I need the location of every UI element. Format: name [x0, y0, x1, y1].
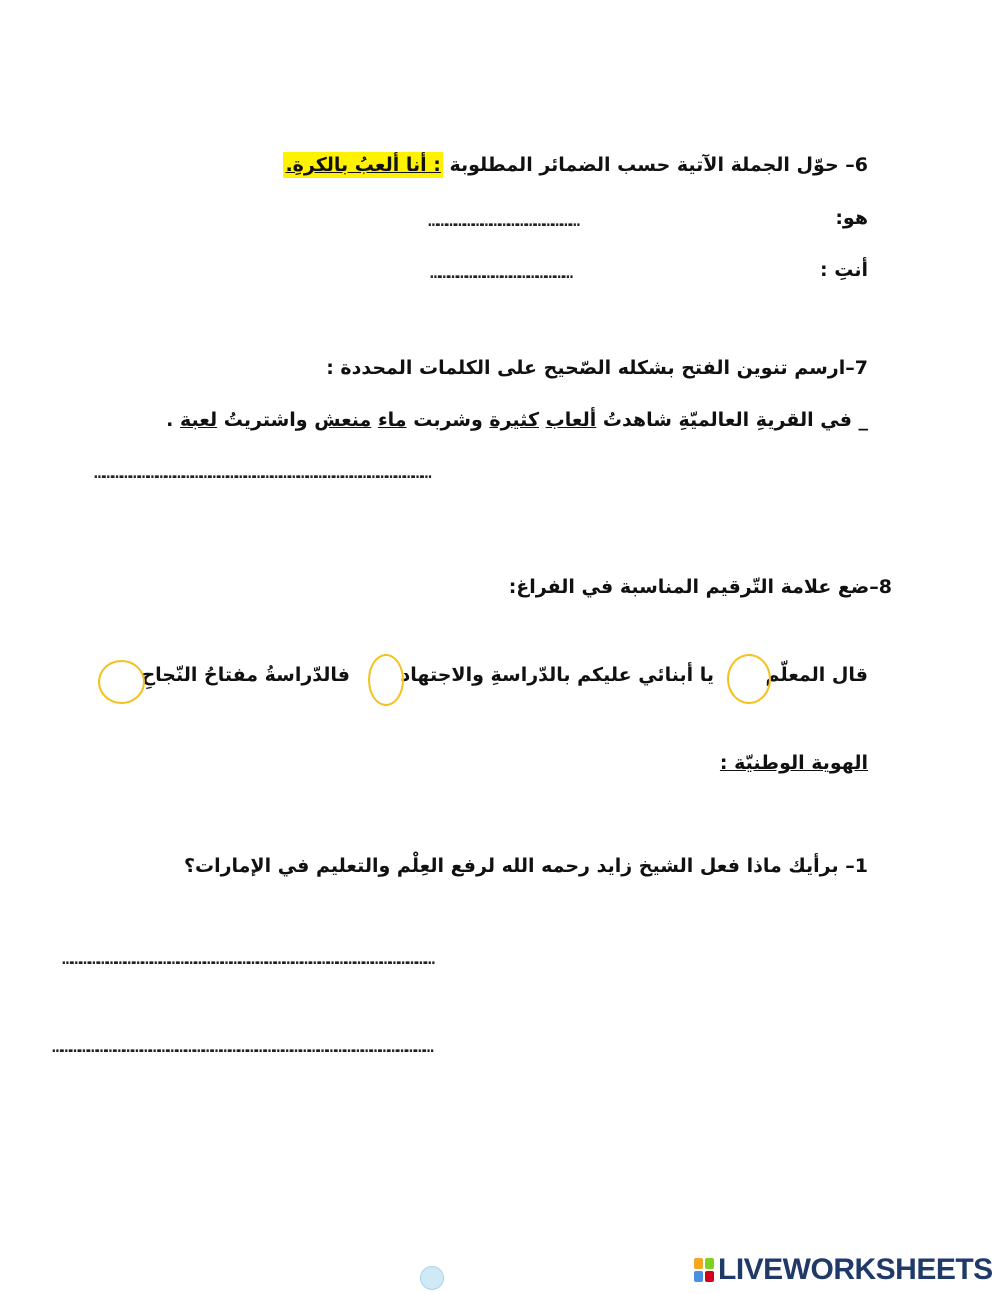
- q6-dash: –: [845, 154, 855, 176]
- section-title: الهوية الوطنيّة :: [719, 752, 868, 774]
- q8-blank-2[interactable]: [368, 654, 404, 706]
- q6-prompt: حوّل الجملة الآتية حسب الضمائر المطلوبة: [449, 154, 839, 176]
- logo-block-4: [705, 1271, 714, 1282]
- q7-dash: –: [845, 357, 855, 379]
- q6-line-anti: [820, 259, 868, 281]
- q6-he-answer-line[interactable]: ……………………………………………: [428, 210, 579, 231]
- q1-prompt: برأيك ماذا فعل الشيخ زايد رحمه الله لرفع العِلْم والتعليم في الإمارات؟: [183, 855, 839, 877]
- q8-dash: –: [869, 576, 879, 598]
- q7-number: 7: [854, 357, 868, 379]
- q8-prompt: ضع علامة التّرقيم المناسبة في الفراغ:: [508, 576, 870, 598]
- q7-word-5[interactable]: لعبة: [179, 409, 218, 431]
- q8-number: 8: [878, 576, 892, 598]
- q1-dash: –: [845, 855, 855, 877]
- q7-word-1[interactable]: ألعاب: [545, 409, 597, 431]
- logo-block-1: [694, 1258, 703, 1269]
- q1-answer-line-1[interactable]: ………………………………………………………………………………………………………………: [62, 948, 434, 969]
- q7-prompt: ارسم تنوين الفتح بشكله الصّحيح على الكلمات المحددة :: [326, 357, 846, 379]
- q8-blank-1[interactable]: [727, 654, 771, 704]
- logo-block-3: [694, 1271, 703, 1282]
- q7-word-2[interactable]: كثيرة: [489, 409, 539, 431]
- q6-anti-label: أنتِ :: [820, 259, 868, 281]
- q7-mid-1: وشربت: [413, 409, 483, 431]
- liveworksheets-logo: [694, 1254, 994, 1286]
- logo-block-2: [705, 1258, 714, 1269]
- q6-sentence: : أنا ألعبُ بالكرةِ.: [285, 154, 441, 176]
- q6-he-label: هو:: [835, 207, 868, 229]
- q8-heading: [509, 576, 892, 598]
- q7-answer-line[interactable]: ……………………………………………………………………………………………………: [94, 462, 430, 483]
- q6-anti-answer-line[interactable]: …………………………………………: [430, 262, 572, 283]
- logo-text: LIVEWORKSHEETS: [718, 1253, 993, 1286]
- q6-line-he: [835, 207, 868, 229]
- q7-sentence: [166, 409, 868, 431]
- q7-heading: [326, 357, 868, 379]
- q7-lead: _ في القريةِ العالميّةِ شاهدتُ: [602, 409, 868, 431]
- q7-mid-2: واشتريتُ: [223, 409, 308, 431]
- q8-part-2: يا أبنائي عليكم بالدّراسةِ والاجتهاد: [400, 664, 714, 686]
- bubble-icon: [420, 1266, 444, 1290]
- q1-number: 1: [854, 855, 868, 877]
- q1-answer-line-2[interactable]: …………………………………………………………………………………………………………………: [52, 1036, 432, 1057]
- q8-part-3: فالدّراسةُ مفتاحُ النّجاحِ: [141, 664, 350, 686]
- q6-number: 6: [854, 154, 868, 176]
- q8-blank-3[interactable]: [98, 660, 145, 704]
- q8-part-1: قال المعلّم: [765, 664, 868, 686]
- q7-word-4[interactable]: منعش: [314, 409, 372, 431]
- q7-word-3[interactable]: ماء: [377, 409, 407, 431]
- logo-blocks-icon: [694, 1258, 714, 1282]
- q1-heading: [184, 855, 868, 877]
- q6-heading: [283, 154, 868, 176]
- q7-end: .: [166, 409, 174, 431]
